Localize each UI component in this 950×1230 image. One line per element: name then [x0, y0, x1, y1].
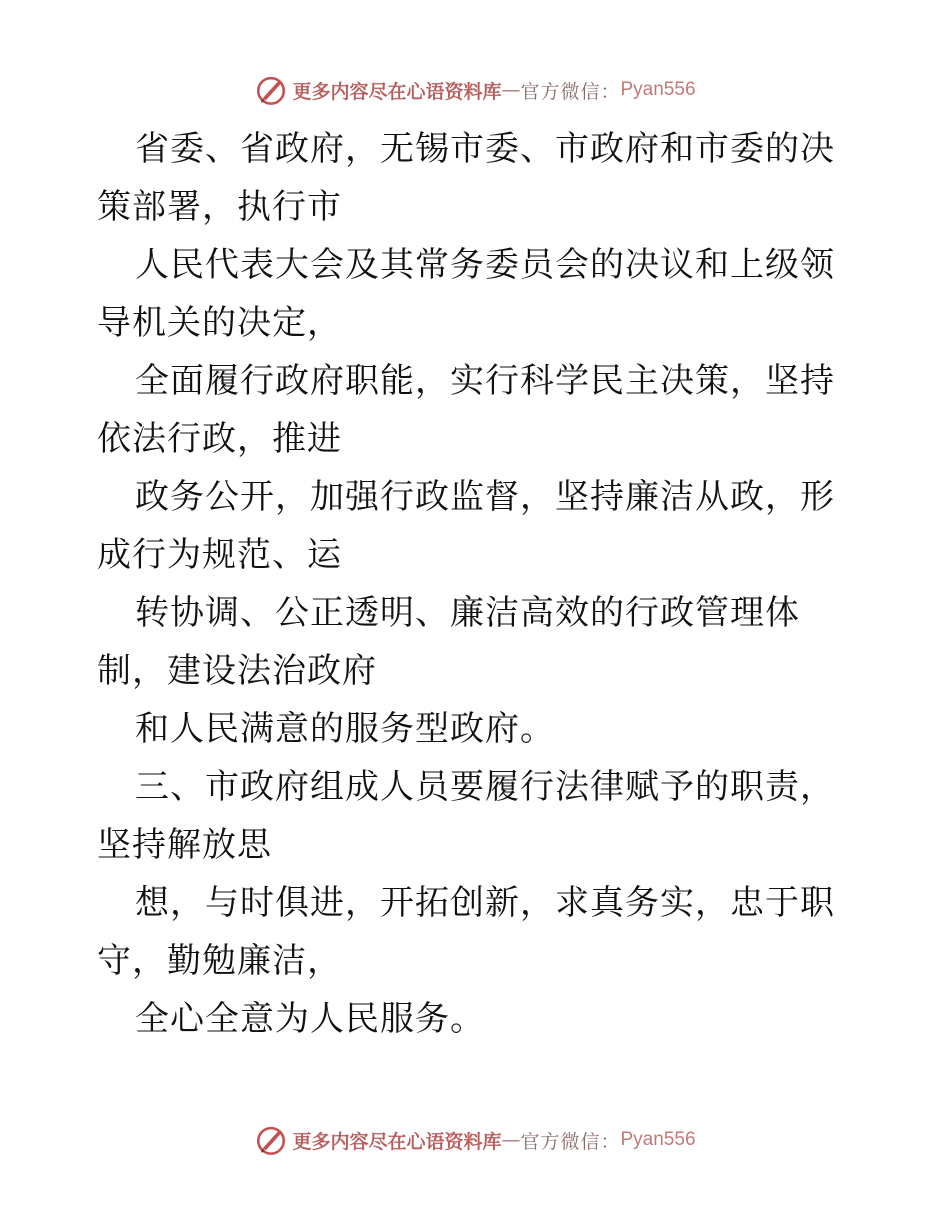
paragraph: 人民代表大会及其常务委员会的决议和上级领导机关的决定， — [97, 245, 835, 343]
quill-pen-logo-icon — [254, 1123, 288, 1157]
banner-separator: — — [501, 1129, 521, 1151]
paragraph: 想，与时俱进，开拓创新，求真务实，忠于职守，勤勉廉洁， — [97, 883, 835, 981]
footer-banner — [0, 1122, 950, 1158]
paragraph: 省委、省政府，无锡市委、市政府和市委的决策部署，执行市 — [97, 129, 835, 227]
quill-pen-logo-icon — [254, 73, 288, 107]
banner-main-text: 更多内容尽在心语资料库 — [292, 80, 502, 103]
paragraph: 转协调、公正透明、廉洁高效的行政管理体制，建设法治政府 — [97, 593, 800, 691]
paragraph: 和人民满意的服务型政府。 — [135, 709, 555, 749]
paragraph: 全面履行政府职能，实行科学民主决策，坚持依法行政，推进 — [97, 361, 835, 459]
banner-wechat-label: 官方微信： — [520, 1130, 621, 1153]
banner-main-text: 更多内容尽在心语资料库 — [292, 1130, 502, 1153]
banner-separator: — — [501, 79, 521, 101]
paragraph: 三、市政府组成人员要履行法律赋予的职责，坚持解放思 — [97, 767, 835, 865]
header-banner — [0, 72, 950, 108]
banner-wechat-id: Pyan556 — [620, 79, 696, 100]
document-body — [97, 120, 857, 1048]
paragraph: 政务公开，加强行政监督，坚持廉洁从政，形成行为规范、运 — [97, 477, 835, 575]
banner-wechat-id: Pyan556 — [620, 1129, 696, 1150]
paragraph: 全心全意为人民服务。 — [135, 999, 485, 1039]
banner-wechat-label: 官方微信： — [520, 80, 621, 103]
